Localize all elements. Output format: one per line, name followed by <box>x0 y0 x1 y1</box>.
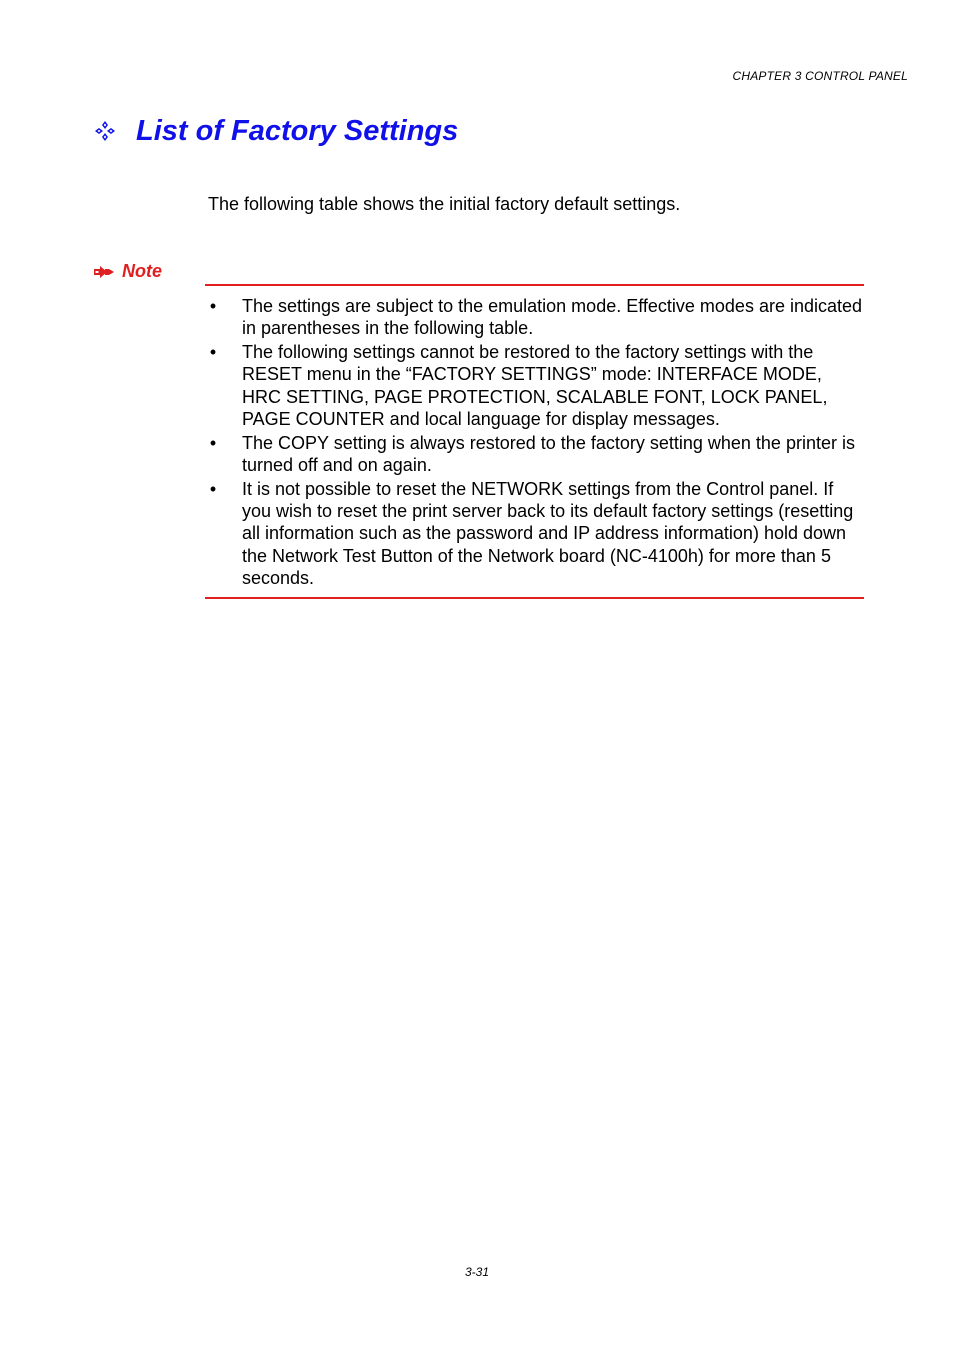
page-number: 3-31 <box>464 1265 490 1279</box>
bullet-icon: • <box>209 342 217 363</box>
list-item <box>205 432 865 477</box>
list-item-text: The following settings cannot be restored to the factory settings with the RESET menu in the “FACTORY SETTINGS” mode: INTERFACE MODE, HRC SETTING, PAGE PROTECTION, SCALABLE FONT, LOCK PANEL, PAGE COUNTER and local language for display messages. <box>242 342 828 429</box>
page-title: List of Factory Settings <box>136 115 459 147</box>
running-header: CHAPTER 3 CONTROL PANEL <box>732 69 908 83</box>
list-item <box>205 295 865 340</box>
list-item <box>205 478 865 589</box>
note-heading <box>94 261 162 282</box>
note-bottom-rule <box>205 597 864 599</box>
section-heading <box>94 114 458 149</box>
list-item-text: The settings are subject to the emulation mode. Effective modes are indicated in parentheses in the following table. <box>242 296 863 339</box>
list-item-text: It is not possible to reset the NETWORK settings from the Control panel. If you wish to reset the print server back to its default factory settings (resetting all information such as the password and IP address information) hold down the Network Test Button of the Network board (NC-4100h) for more than 5 seconds. <box>242 478 854 589</box>
note-label: Note <box>122 261 162 281</box>
arrow-pointer-icon <box>94 265 114 279</box>
intro-paragraph: The following table shows the initial factory default settings. <box>208 194 681 214</box>
note-list <box>205 295 865 591</box>
note-top-rule <box>205 284 864 286</box>
list-item-text: The COPY setting is always restored to the factory setting when the printer is turned off and on again. <box>242 432 855 476</box>
bullet-icon: • <box>209 478 217 499</box>
bullet-icon: • <box>209 432 217 453</box>
bullet-icon: • <box>209 296 217 316</box>
list-item <box>205 341 865 430</box>
four-diamond-icon <box>94 120 116 142</box>
